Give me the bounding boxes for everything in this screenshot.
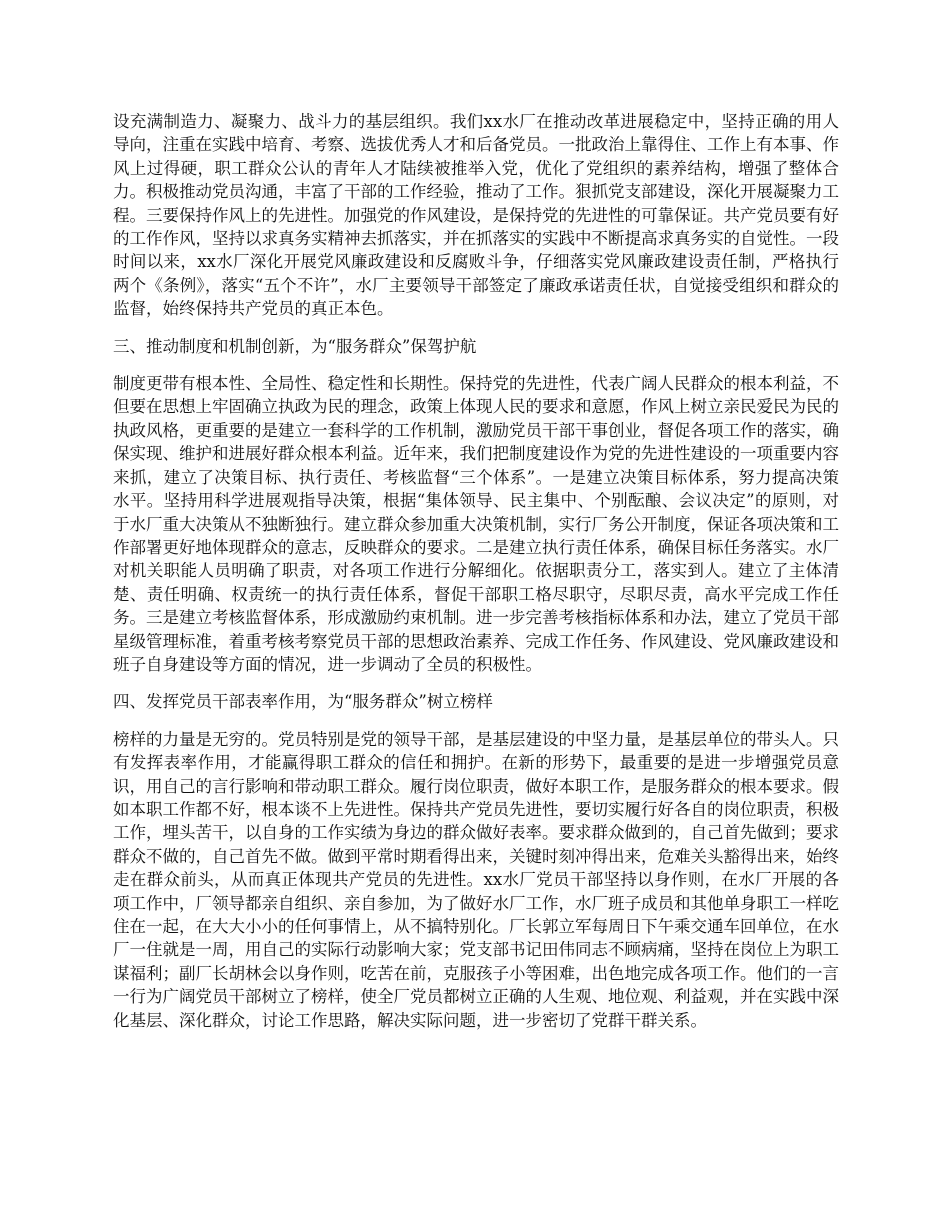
body-paragraph: 设充满制造力、凝聚力、战斗力的基层组织。我们xx水厂在推动改革进展稳定中，坚持正确的用人导向，注重在实践中培育、考察、选拔优秀人才和后备党员。一批政治上靠得住、工作上有本事、作风上过得硬，职工群众公认的青年人才陆续被推举入党，优化了党组织的素养结构，增强了整体合力。积极推动党员沟通，丰富了干部的工作经验，推动了工作。狠抓党支部建设，深化开展凝聚力工程。三要保持作风上的先进性。加强党的作风建设，是保持党的先进性的可靠保证。共产党员要有好的工作作风，坚持以求真务实精神去抓落实，并在抓落实的实践中不断提高求真务实的自觉性。一段时间以来，xx水厂深化开展党风廉政建设和反腐败斗争，仔细落实党风廉政建设责任制，严格执行两个《条例》，落实“五个不许”，水厂主要领导干部签定了廉政承诺责任状，自觉接受组织和群众的监督，始终保持共产党员的真正本色。 — [113, 112, 839, 319]
section-heading-3: 三、推动制度和机制创新，为“服务群众”保驾护航 — [113, 336, 477, 356]
body-paragraph: 榜样的力量是无穷的。党员特别是党的领导干部，是基层建设的中坚力量，是基层单位的带头人。只有发挥表率作用，才能赢得职工群众的信任和拥护。在新的形势下，最重要的是进一步增强党员意识，用自己的言行影响和带动职工群众。履行岗位职责，做好本职工作，是服务群众的根本要求。假如本职工作都不好，根本谈不上先进性。保持共产党员先进性，要切实履行好各自的岗位职责，积极工作，埋头苦干，以自身的工作实绩为身边的群众做好表率。要求群众做到的，自己首先做到；要求群众不做的，自己首先不做。做到平常时期看得出来，关键时刻冲得出来，危难关头豁得出来，始终走在群众前头，从而真正体现共产党员的先进性。xx水厂党员干部坚持以身作则，在水厂开展的各项工作中，厂领导都亲自组织、亲自参加，为了做好水厂工作，水厂班子成员和其他单身职工一样吃住在一起，在大大小小的任何事情上，从不搞特别化。厂长郭立军每周日下午乘交通车回单位，在水厂一住就是一周，用自己的实际行动影响大家；党支部书记田伟同志不顾病痛，坚持在岗位上为职工谋福利；副厂长胡林会以身作则，吃苦在前，克服孩子小等困难，出色地完成各项工作。他们的一言一行为广阔党员干部树立了榜样，使全厂党员都树立正确的人生观、地位观、利益观，并在实践中深化基层、深化群众，讨论工作思路，解决实际问题，进一步密切了党群干群关系。 — [113, 729, 839, 1030]
body-paragraph: 制度更带有根本性、全局性、稳定性和长期性。保持党的先进性，代表广阔人民群众的根本利益，不但要在思想上牢固确立执政为民的理念，政策上体现人民的要求和意愿，作风上树立亲民爱民为民的执政风格，更重要的是建立一套科学的工作机制，激励党员干部干事创业，督促各项工作的落实，确保实现、维护和进展好群众根本利益。近年来，我们把制度建设作为党的先进性建设的一项重要内容来抓，建立了决策目标、执行责任、考核监督“三个体系”。一是建立决策目标体系，努力提高决策水平。坚持用科学进展观指导决策，根据“集体领导、民主集中、个别酝酿、会议决定”的原则，对于水厂重大决策从不独断独行。建立群众参加重大决策机制，实行厂务公开制度，保证各项决策和工作部署更好地体现群众的意志，反映群众的要求。二是建立执行责任体系，确保目标任务落实。水厂对机关职能人员明确了职责，对各项工作进行分解细化。依据职责分工，落实到人。建立了主体清楚、责任明确、权责统一的执行责任体系，督促干部职工格尽职守，尽职尽责，高水平完成工作任务。三是建立考核监督体系，形成激励约束机制。进一步完善考核指标体系和办法，建立了党员干部星级管理标准，着重考核考察党员干部的思想政治素养、完成工作任务、作风建设、党风廉政建设和班子自身建设等方面的情况，进一步调动了全员的积极性。 — [113, 374, 839, 674]
document-body — [113, 110, 839, 1032]
section-heading-4: 四、发挥党员干部表率作用，为“服务群众”树立榜样 — [113, 692, 493, 712]
